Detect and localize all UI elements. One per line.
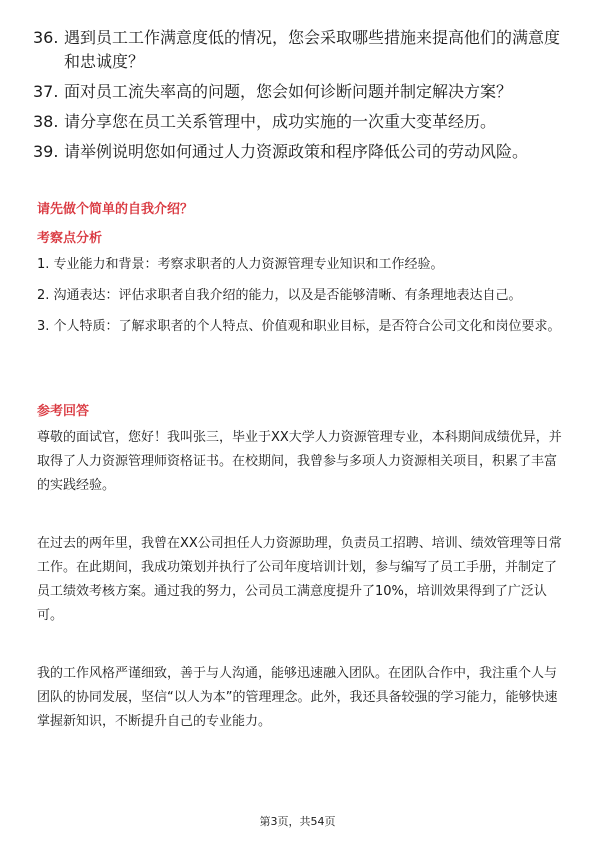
analysis-heading: 考察点分析 bbox=[37, 231, 103, 246]
question-number: 36. bbox=[33, 28, 59, 47]
answer-paragraph: 我的工作风格严谨细致，善于与人沟通，能够迅速融入团队。在团队合作中，我注重个人与团队的协同发展，坚信“以人为本”的管理理念。此外，我还具备较强的学习能力，能够快速掌握新知识，不断提升自己的专业能力。 bbox=[37, 666, 558, 729]
question-title: 请先做个简单的自我介绍？ bbox=[37, 202, 194, 217]
question-item bbox=[33, 110, 563, 134]
question-number: 39. bbox=[33, 142, 59, 161]
analysis-section bbox=[37, 229, 562, 346]
page-footer: 第3页，共54页 bbox=[259, 815, 336, 828]
question-number: 38. bbox=[33, 112, 59, 131]
question-item bbox=[33, 80, 563, 104]
question-title-section bbox=[37, 200, 562, 220]
question-item bbox=[33, 140, 563, 164]
question-list bbox=[33, 26, 563, 170]
question-text: 请举例说明您如何通过人力资源政策和程序降低公司的劳动风险。 bbox=[64, 142, 529, 161]
analysis-item: 3. 个人特质：了解求职者的个人特点、价值观和职业目标，是否符合公司文化和岗位要求。 bbox=[37, 319, 561, 334]
answer-section bbox=[37, 402, 562, 768]
analysis-item: 1. 专业能力和背景：考察求职者的人力资源管理专业知识和工作经验。 bbox=[37, 257, 444, 272]
answer-paragraph: 在过去的两年里，我曾在XX公司担任人力资源助理，负责员工招聘、培训、绩效管理等日常工作。在此期间，我成功策划并执行了公司年度培训计划，参与编写了员工手册，并制定了员工绩效考核方案。通过我的努力，公司员工满意度提升了10%，培训效果得到了广泛认可。 bbox=[37, 536, 562, 623]
analysis-item: 2. 沟通表达：评估求职者自我介绍的能力，以及是否能够清晰、有条理地表达自己。 bbox=[37, 288, 522, 303]
answer-paragraph: 尊敬的面试官，您好！我叫张三，毕业于XX大学人力资源管理专业，本科期间成绩优异，并取得了人力资源管理师资格证书。在校期间，我曾参与多项人力资源相关项目，积累了丰富的实践经验。 bbox=[37, 430, 562, 493]
question-text: 遇到员工工作满意度低的情况，您会采取哪些措施来提高他们的满意度和忠诚度？ bbox=[64, 28, 561, 71]
question-number: 37. bbox=[33, 82, 59, 101]
answer-heading: 参考回答 bbox=[37, 404, 90, 419]
question-text: 请分享您在员工关系管理中，成功实施的一次重大变革经历。 bbox=[64, 112, 497, 131]
question-item bbox=[33, 26, 563, 74]
question-text: 面对员工流失率高的问题，您会如何诊断问题并制定解决方案？ bbox=[64, 82, 513, 101]
